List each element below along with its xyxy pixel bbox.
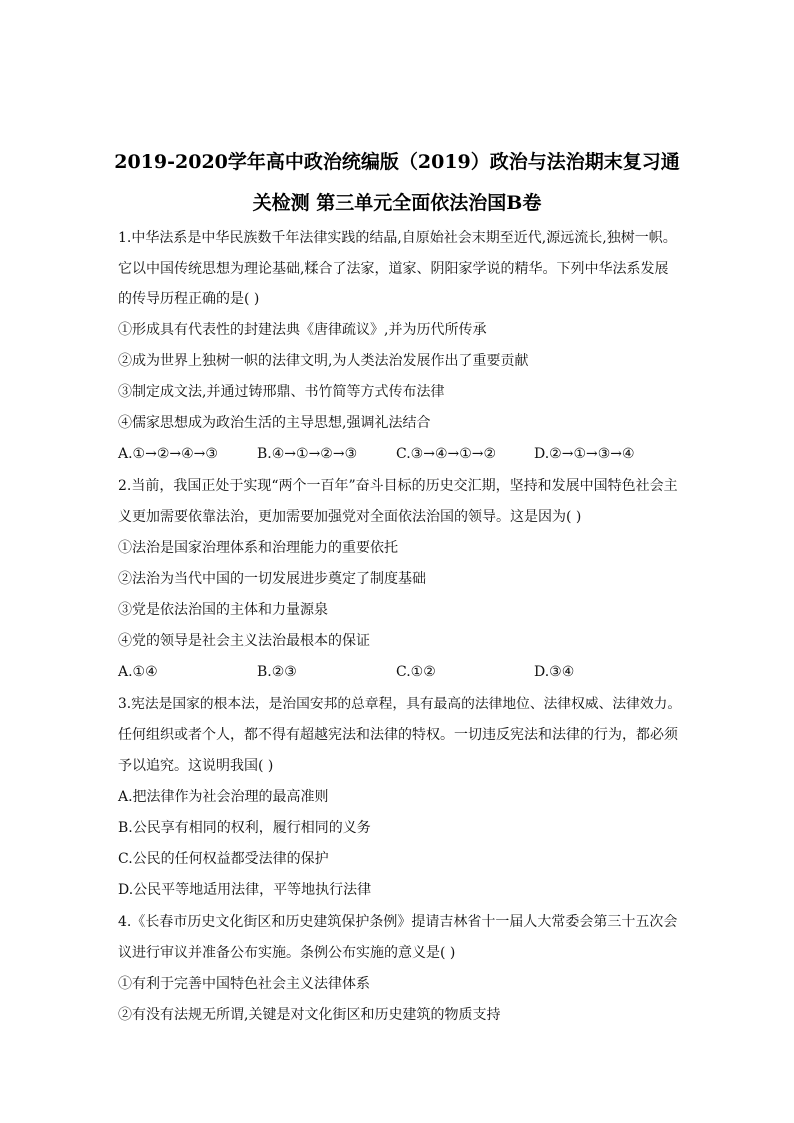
question-1-stem-line-1: 1.中华法系是中华民族数千年法律实践的结晶,自原始社会末期至近代,源远流长,独树一帜。 bbox=[118, 230, 677, 246]
question-1-option-a: A.①→②→④→③ bbox=[118, 446, 218, 462]
question-4-item-1: ①有利于完善中国特色社会主义法律体系 bbox=[118, 976, 370, 992]
question-3-option-d: D.公民平等地适用法律，平等地执行法律 bbox=[118, 882, 372, 898]
question-3-stem-line-2: 任何组织或者个人，都不得有超越宪法和法律的特权。一切违反宪法和法律的行为，都必须 bbox=[118, 727, 678, 743]
question-2-item-2: ②法治为当代中国的一切发展进步奠定了制度基础 bbox=[118, 571, 426, 587]
question-1-option-c: C.③→④→①→② bbox=[396, 446, 497, 462]
question-1-item-1: ①形成具有代表性的封建法典《唐律疏议》,并为历代所传承 bbox=[118, 322, 487, 338]
question-2-options bbox=[118, 662, 688, 682]
question-2-item-1: ①法治是国家治理体系和治理能力的重要依托 bbox=[118, 540, 398, 556]
question-1-option-d: D.②→①→③→④ bbox=[534, 446, 635, 462]
question-3-option-c: C.公民的任何权益都受法律的保护 bbox=[118, 851, 329, 867]
question-2-stem-line-1: 2.当前，我国正处于实现“两个一百年”奋斗目标的历史交汇期，坚持和发展中国特色社会主 bbox=[118, 478, 678, 494]
document-title-line-1: 2019-2020学年高中政治统编版（2019）政治与法治期末复习通 bbox=[114, 151, 680, 173]
question-3-stem-line-1: 3.宪法是国家的根本法，是治国安邦的总章程，具有最高的法律地位、法律权威、法律效力。 bbox=[118, 696, 682, 712]
question-3-option-a: A.把法律作为社会治理的最高准则 bbox=[118, 789, 329, 805]
question-4-item-2: ②有没有法规无所谓,关键是对文化街区和历史建筑的物质支持 bbox=[118, 1007, 501, 1023]
question-2-item-3: ③党是依法治国的主体和力量源泉 bbox=[118, 602, 328, 618]
question-1-stem-line-3: 的传导历程正确的是( ) bbox=[118, 291, 260, 307]
question-4-stem-line-1: 4.《长春市历史文化街区和历史建筑保护条例》提请吉林省十一届人大常委会第三十五次会 bbox=[118, 914, 678, 930]
question-1-option-b: B.④→①→②→③ bbox=[257, 446, 358, 462]
question-3-option-b: B.公民享有相同的权利，履行相同的义务 bbox=[118, 820, 371, 836]
question-2-option-d: D.③④ bbox=[534, 664, 575, 680]
question-2-stem-line-2: 义更加需要依靠法治，更加需要加强党对全面依法治国的领导。这是因为( ) bbox=[118, 509, 582, 525]
document-title-line-2: 关检测 第三单元全面依法治国B卷 bbox=[252, 192, 542, 214]
question-2-option-a: A.①④ bbox=[118, 664, 158, 680]
question-1-item-4: ④儒家思想成为政治生活的主导思想,强调礼法结合 bbox=[118, 415, 431, 431]
question-2-item-4: ④党的领导是社会主义法治最根本的保证 bbox=[118, 633, 370, 649]
question-1-options bbox=[118, 444, 688, 464]
question-2-option-c: C.①② bbox=[396, 664, 436, 680]
question-3-stem-line-3: 予以追究。这说明我国( ) bbox=[118, 758, 274, 774]
question-1-item-3: ③制定成文法,并通过铸邢鼎、书竹简等方式传布法律 bbox=[118, 384, 445, 400]
question-2-option-b: B.②③ bbox=[257, 664, 297, 680]
question-1-stem-line-2: 它以中国传统思想为理论基础,糅合了法家，道家、阴阳家学说的精华。下列中华法系发展 bbox=[118, 261, 669, 277]
question-4-stem-line-2: 议进行审议并准备公布实施。条例公布实施的意义是( ) bbox=[118, 945, 456, 961]
question-1-item-2: ②成为世界上独树一帜的法律文明,为人类法治发展作出了重要贡献 bbox=[118, 353, 529, 369]
